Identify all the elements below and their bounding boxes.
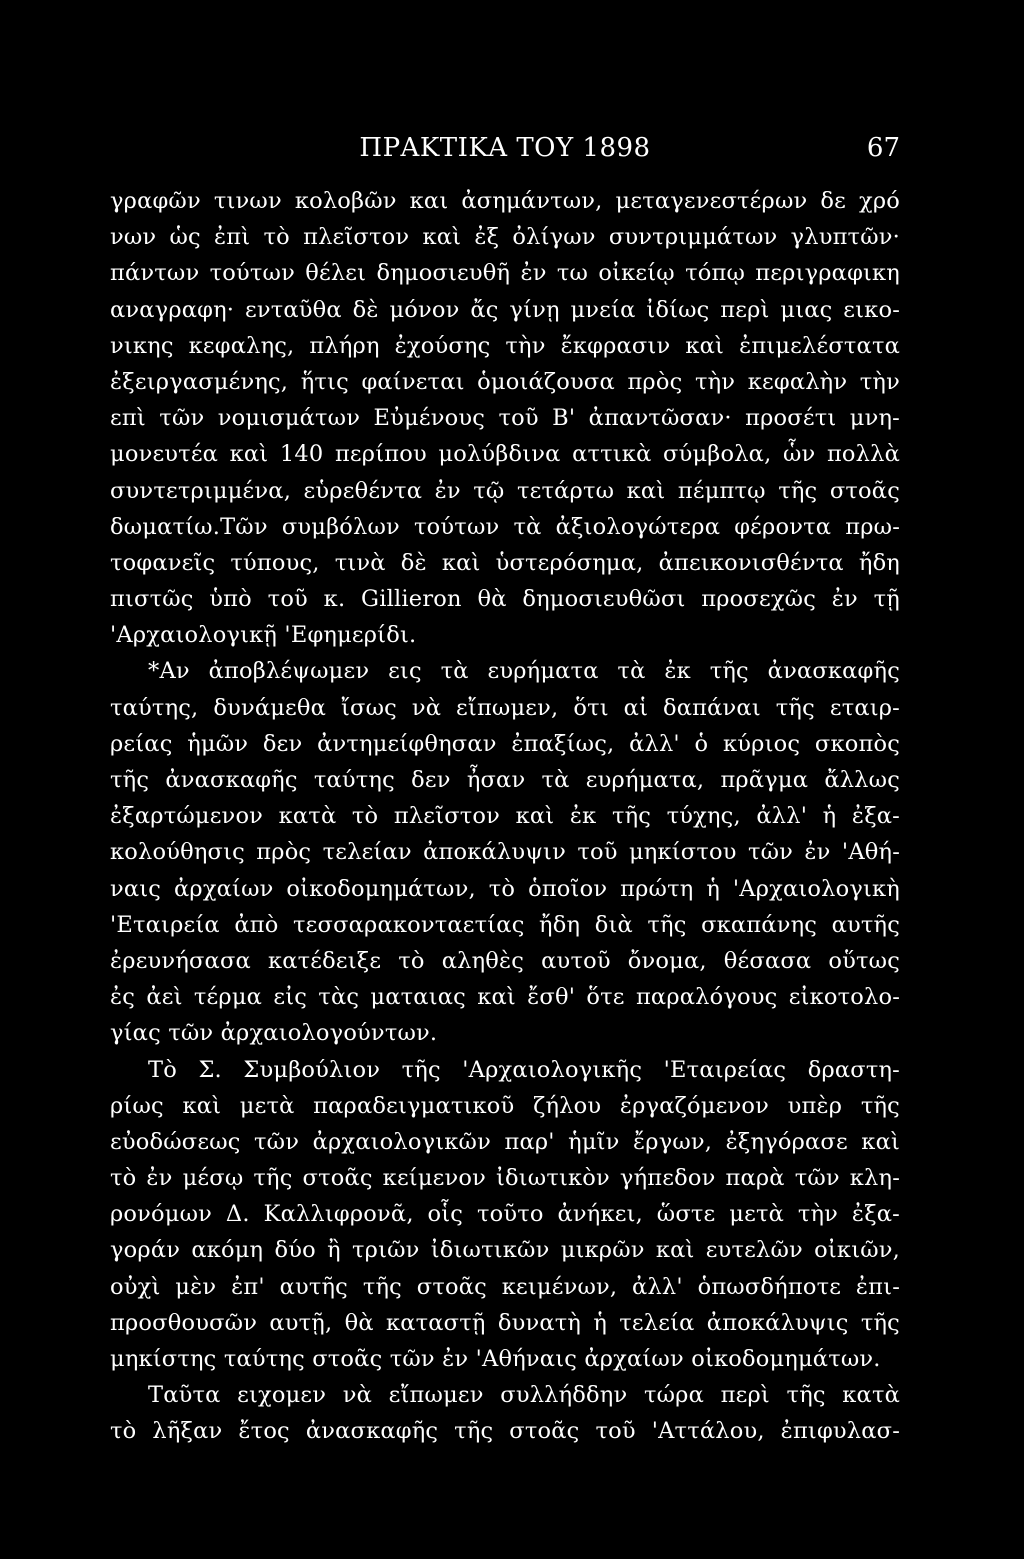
text-line: Ταῦτα ειχομεν νὰ εἴπωμεν συλλήδδην τώρα περὶ τῆς κατὰ — [148, 1382, 900, 1409]
text-line: τῆς ἀνασκαφῆς ταύτης δεν ἦσαν τὰ ευρήματα, πρᾶγμα ἄλλως — [110, 767, 900, 793]
text-line: τοφανεῖς τύπους, τινὰ δὲ καὶ ὑστερόσημα, ἀπεικονισθέντα ἤδη — [110, 549, 900, 576]
text-line: προσθουσῶν αυτῇ, θὰ καταστῇ δυνατὴ ἡ τελεία ἀποκάλυψις τῆς — [110, 1309, 900, 1336]
text-line: γραφῶν τινων κολοβῶν και ἀσημάντων, μεταγενεστέρων δε χρό — [110, 188, 900, 214]
body-text — [110, 183, 900, 1450]
text-line: ρονόμων Δ. Καλλιφρονᾶ, οἷς τοῦτο ἀνήκει, ὥστε μετὰ τὴν ἐξα- — [110, 1201, 900, 1228]
text-line: εὐοδώσεως τῶν ἀρχαιολογικῶν παρ' ἡμῖν ἔργων, ἐξηγόρασε καὶ — [110, 1128, 900, 1155]
text-line: ρίως καὶ μετὰ παραδειγματικοῦ ζήλου ἐργαζόμενον υπὲρ τῆς — [110, 1092, 900, 1119]
text-line: πιστῶς ὑπὸ τοῦ κ. Gillieron θὰ δημοσιευθῶσι προσεχῶς ἐν τῇ — [110, 586, 900, 613]
text-line: ἐρευνήσασα κατέδειξε τὸ αληθὲς αυτοῦ ὄνομα, θέσασα οὕτως — [110, 947, 900, 974]
text-line: συντετριμμένα, εὑρεθέντα ἐν τῷ τετάρτω καὶ πέμπτῳ τῆς στοᾶς — [110, 477, 900, 504]
text-line: τὸ ἐν μέσῳ τῆς στοᾶς κείμενον ἰδιωτικὸν γήπεδον παρὰ τῶν κλη- — [110, 1165, 900, 1192]
text-line: κολούθησις πρὸς τελείαν ἀποκάλυψιν τοῦ μηκίστου τῶν ἐν 'Αθή- — [110, 839, 900, 866]
text-line: μονευτέα καὶ 140 περίπου μολύβδινα αττικὰ σύμβολα, ὧν πολλὰ — [110, 441, 900, 468]
text-line: Τὸ Σ. Συμβούλιον τῆς 'Αρχαιολογικῆς 'Εταιρείας δραστη- — [148, 1056, 900, 1083]
text-line: γίας τῶν ἀρχαιολογούντων. — [110, 1020, 438, 1047]
text-line: νικης κεφαλης, πλήρη ἐχούσης τὴν ἔκφρασιν καὶ ἐπιμελέστατα — [110, 332, 900, 359]
text-line: αναγραφη· ενταῦθα δὲ μόνον ἄς γίνῃ μνεία ἰδίως περὶ μιας εικο- — [110, 296, 900, 323]
text-line: τὸ λῆξαν ἔτος ἀνασκαφῆς τῆς στοᾶς τοῦ 'Αττάλου, ἐπιφυλασ- — [110, 1418, 900, 1445]
text-line: δωματίω.Τῶν συμβόλων τούτων τὰ ἀξιολογώτερα φέροντα πρω- — [110, 513, 900, 540]
text-line: ναις ἀρχαίων οἰκοδομημάτων, τὸ ὁποῖον πρώτη ἡ 'Αρχαιολογικὴ — [110, 875, 900, 902]
text-line: γοράν ακόμη δύο ἢ τριῶν ἰδιωτικῶν μικρῶν καὶ ευτελῶν οἰκιῶν, — [110, 1237, 900, 1264]
text-line: 'Εταιρεία ἀπὸ τεσσαρακονταετίας ἤδη διὰ τῆς σκαπάνης αυτῆς — [110, 911, 900, 938]
text-line: ταύτης, δυνάμεθα ἴσως νὰ εἴπωμεν, ὅτι αἱ δαπάναι τῆς εταιρ- — [110, 694, 900, 721]
text-line: ἐς ἀεὶ τέρμα εἰς τὰς ματαιας καὶ ἔσθ' ὅτε παραλόγους εἰκοτολο- — [110, 984, 900, 1011]
text-line: ρείας ἡμῶν δεν ἀντημείφθησαν ἐπαξίως, ἀλλ' ὁ κύριος σκοπὸς — [110, 730, 900, 757]
text-line: οὐχὶ μὲν ἐπ' αυτῆς τῆς στοᾶς κειμένων, ἀλλ' ὁπωσδήποτε ἐπι- — [110, 1273, 900, 1300]
text-line: 'Αρχαιολογικῇ 'Εφημερίδι. — [110, 622, 417, 649]
text-line: νων ὡς ἐπὶ τὸ πλεῖστον καὶ ἐξ ὀλίγων συντριμμάτων γλυπτῶν· — [110, 224, 900, 251]
text-line: πάντων τούτων θέλει δημοσιευθῆ ἐν τω οἰκείῳ τόπῳ περιγραφικη — [110, 260, 900, 287]
text-line: ἐξαρτώμενον κατὰ τὸ πλεῖστον καὶ ἐκ τῆς τύχης, ἀλλ' ἡ ἐξα- — [110, 803, 900, 830]
text-line: μηκίστης ταύτης στοᾶς τῶν ἐν 'Αθήναις ἀρχαίων οἰκοδομημάτων. — [110, 1346, 881, 1372]
page-number: 67 — [866, 133, 900, 163]
text-line: ἐξειργασμένης, ἥτις φαίνεται ὁμοιάζουσα πρὸς τὴν κεφαλὴν τὴν — [110, 368, 900, 395]
text-line: επὶ τῶν νομισμάτων Εὐμένους τοῦ Β' ἀπαντῶσαν· προσέτι μνη- — [110, 405, 900, 432]
running-title: ΠΡΑΚΤΙΚΑ ΤΟΥ 1898 — [359, 133, 651, 163]
running-header — [110, 128, 900, 168]
text-line: *Αν ἀποβλέψωμεν εις τὰ ευρήματα τὰ ἐκ τῆς ἀνασκαφῆς — [148, 658, 900, 685]
